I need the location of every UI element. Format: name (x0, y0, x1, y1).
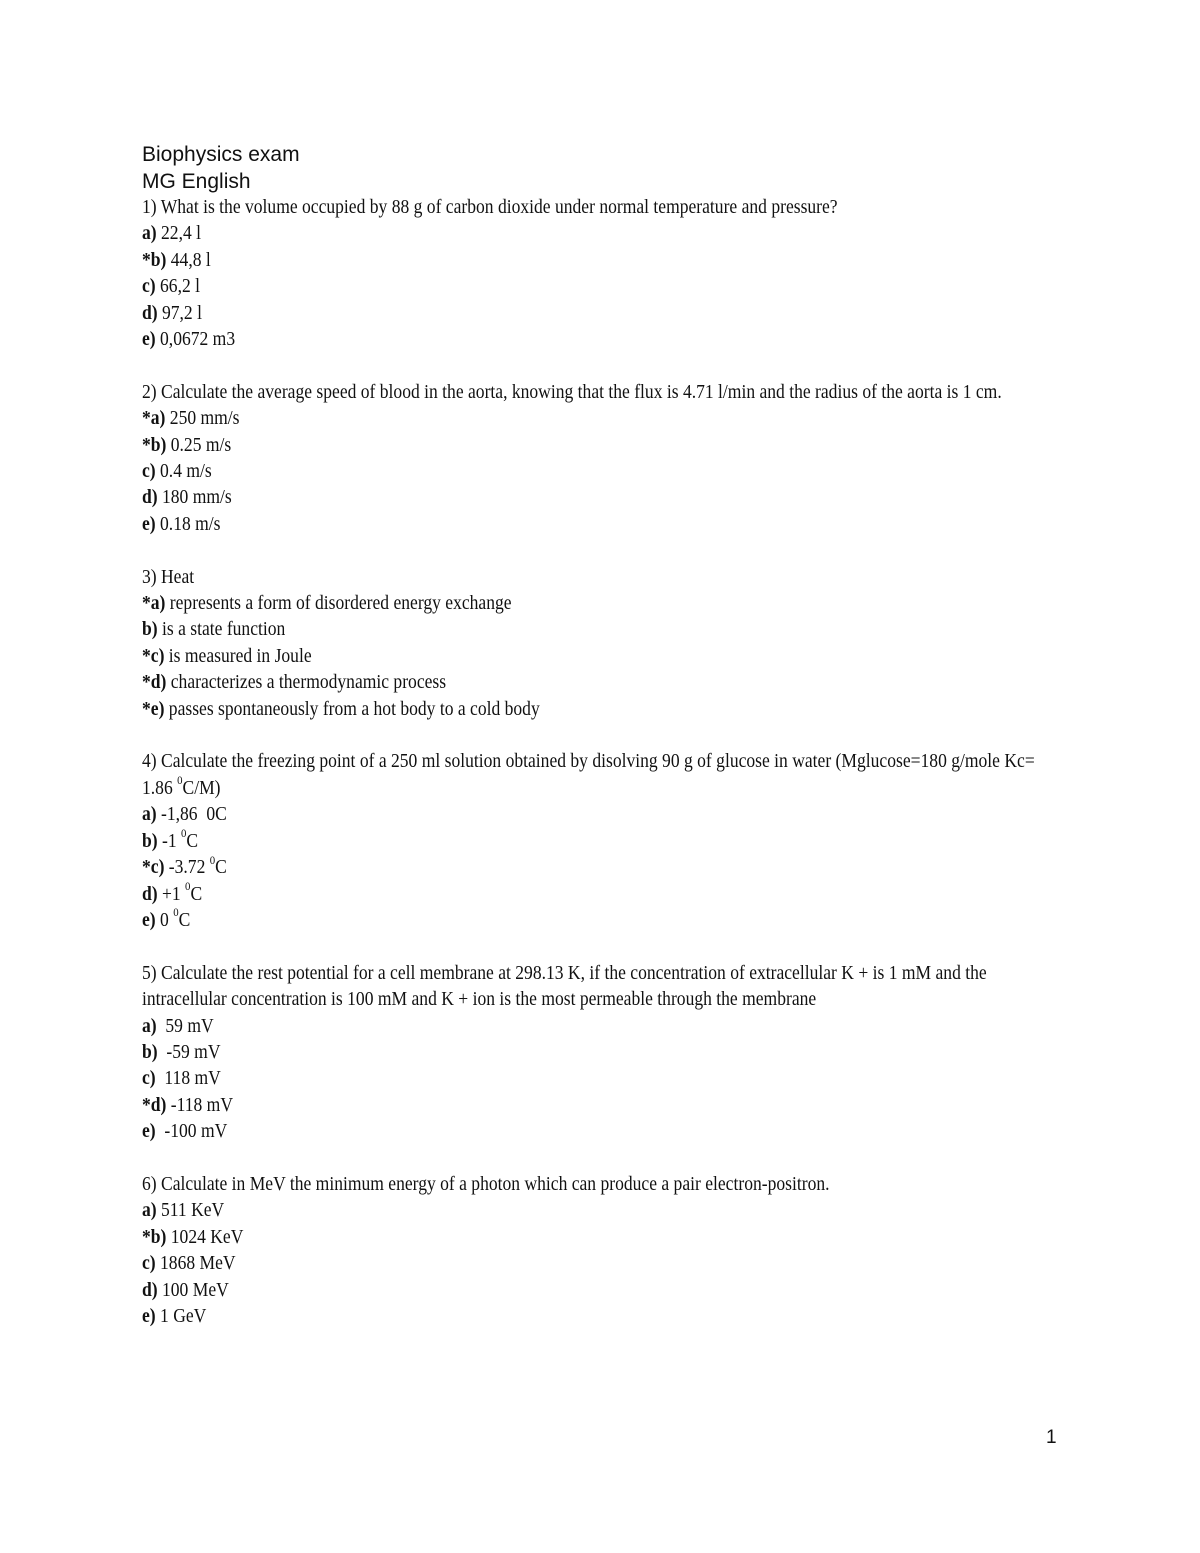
answer-option (142, 327, 1069, 353)
question-3 (142, 565, 1069, 723)
answer-option (142, 697, 1069, 723)
option-label: e) (142, 329, 156, 351)
document-subtitle: MG English (142, 170, 251, 193)
option-label: d) (142, 1279, 158, 1301)
option-text: passes spontaneously from a hot body to a cold body (164, 698, 540, 720)
option-label: a) (142, 223, 157, 245)
option-text: -1,86 0C (156, 804, 227, 826)
answer-option (142, 905, 1069, 934)
exam-page (142, 140, 1072, 1357)
degree-superscript: 0 (209, 852, 216, 867)
answer-option (142, 1093, 1069, 1119)
option-label: *c) (142, 645, 165, 667)
option-text: 511 KeV (156, 1200, 225, 1222)
option-label: *c) (142, 857, 165, 879)
answer-option (142, 1278, 1069, 1304)
option-text: 0 (155, 909, 174, 931)
option-label: d) (142, 302, 158, 324)
answer-option (142, 802, 1069, 828)
option-label: a) (142, 804, 157, 826)
option-label: a) (142, 1015, 157, 1037)
option-text: -118 mV (166, 1094, 234, 1116)
option-label: c) (142, 276, 156, 298)
question-stem (142, 749, 1069, 802)
answer-option (142, 591, 1069, 617)
answer-option (142, 1119, 1069, 1145)
question-stem: 6) Calculate in MeV the minimum energy of a photon which can produce a pair electron-positron. (142, 1173, 830, 1195)
answer-option (142, 670, 1069, 696)
option-text: 118 mV (155, 1068, 221, 1090)
option-label: e) (142, 513, 156, 535)
option-label: *b) (142, 434, 167, 456)
option-text: +1 (157, 883, 186, 905)
option-text: -59 mV (157, 1041, 221, 1063)
option-label: *b) (142, 249, 167, 271)
option-text: 0,0672 m3 (155, 329, 236, 351)
option-label: c) (142, 461, 156, 483)
option-text: 100 MeV (157, 1279, 229, 1301)
question-1 (142, 195, 1069, 353)
question-2 (142, 380, 1069, 538)
option-unit: C (215, 857, 227, 879)
option-text: 59 mV (156, 1015, 214, 1037)
question-stem-text: 4) Calculate the freezing point of a 250 ml solution obtained by disolving 90 g of glucose in water (Mglucose=180 g/mole Kc= 1.86 (142, 751, 1035, 799)
document-title: Biophysics exam (142, 143, 300, 166)
answer-option (142, 274, 1069, 300)
option-text: -100 mV (155, 1121, 228, 1143)
option-label: c) (142, 1068, 156, 1090)
question-stem: 1) What is the volume occupied by 88 g of carbon dioxide under normal temperature and pressure? (142, 197, 838, 218)
answer-option (142, 1066, 1069, 1092)
option-unit: C (178, 909, 191, 931)
option-text: -3.72 (164, 857, 210, 879)
option-text: characterizes a thermodynamic process (166, 672, 447, 694)
question-list (142, 195, 1069, 1330)
answer-option (142, 644, 1069, 670)
option-text: 97,2 l (157, 302, 202, 324)
answer-option (142, 879, 1069, 908)
answer-option (142, 459, 1069, 485)
answer-option (142, 852, 1069, 881)
answer-option (142, 512, 1069, 538)
answer-option (142, 248, 1069, 274)
option-label: e) (142, 1121, 156, 1143)
option-label: *e) (142, 698, 165, 720)
degree-superscript: 0 (185, 879, 191, 894)
option-text: 1868 MeV (155, 1253, 236, 1275)
option-text: -1 (157, 830, 182, 852)
degree-superscript: 0 (177, 773, 183, 788)
answer-option (142, 1225, 1069, 1251)
document-header (142, 141, 1072, 195)
question-stem: 5) Calculate the rest potential for a cell membrane at 298.13 K, if the concentration of extracellular K + is 1 mM and the intracellular concentration is 100 mM and K + ion is the most permeable through the membrane (142, 962, 987, 1011)
question-6 (142, 1172, 1069, 1330)
option-label: a) (142, 1200, 157, 1222)
page-number: 1 (1046, 1427, 1057, 1448)
option-label: d) (142, 487, 158, 509)
option-label: *d) (142, 1094, 167, 1116)
answer-option (142, 433, 1069, 459)
option-text: is a state function (157, 619, 286, 641)
option-label: e) (142, 1305, 156, 1327)
option-label: b) (142, 830, 158, 852)
answer-option (142, 221, 1069, 247)
option-text: 22,4 l (156, 223, 201, 245)
option-text: 0.25 m/s (166, 434, 232, 456)
option-unit: C (186, 830, 199, 852)
option-label: c) (142, 1253, 156, 1275)
option-text: 250 mm/s (165, 408, 240, 430)
degree-superscript: 0 (173, 905, 179, 920)
answer-option (142, 301, 1069, 327)
question-5 (142, 961, 1069, 1146)
option-text: 1024 KeV (166, 1226, 244, 1248)
option-label: *a) (142, 593, 166, 615)
question-stem: 3) Heat (142, 566, 195, 588)
option-label: b) (142, 619, 158, 641)
answer-option (142, 826, 1069, 855)
option-label: b) (142, 1041, 158, 1063)
option-label: *b) (142, 1226, 167, 1248)
question-stem: 2) Calculate the average speed of blood in the aorta, knowing that the flux is 4.71 l/min and the radius of the aorta is 1 cm. (142, 381, 1002, 403)
option-text: 0.18 m/s (155, 513, 221, 535)
option-text: 180 mm/s (157, 487, 232, 509)
option-label: *d) (142, 672, 167, 694)
option-label: d) (142, 883, 158, 905)
answer-option (142, 1251, 1069, 1277)
question-4 (142, 749, 1069, 934)
option-text: 0.4 m/s (155, 461, 212, 483)
answer-option (142, 485, 1069, 511)
answer-option (142, 1014, 1069, 1040)
option-text: represents a form of disordered energy exchange (165, 593, 512, 615)
option-label: *a) (142, 408, 166, 430)
option-text: 44,8 l (166, 249, 211, 271)
answer-option (142, 1198, 1069, 1224)
answer-option (142, 406, 1069, 432)
answer-option (142, 617, 1069, 643)
degree-superscript: 0 (181, 826, 187, 841)
option-text: is measured in Joule (164, 645, 312, 667)
answer-option (142, 1040, 1069, 1066)
option-label: e) (142, 909, 156, 931)
answer-option (142, 1304, 1069, 1330)
option-unit: C (190, 883, 203, 905)
question-stem-unit: C/M) (182, 777, 221, 799)
option-text: 1 GeV (155, 1305, 207, 1327)
option-text: 66,2 l (155, 276, 201, 298)
